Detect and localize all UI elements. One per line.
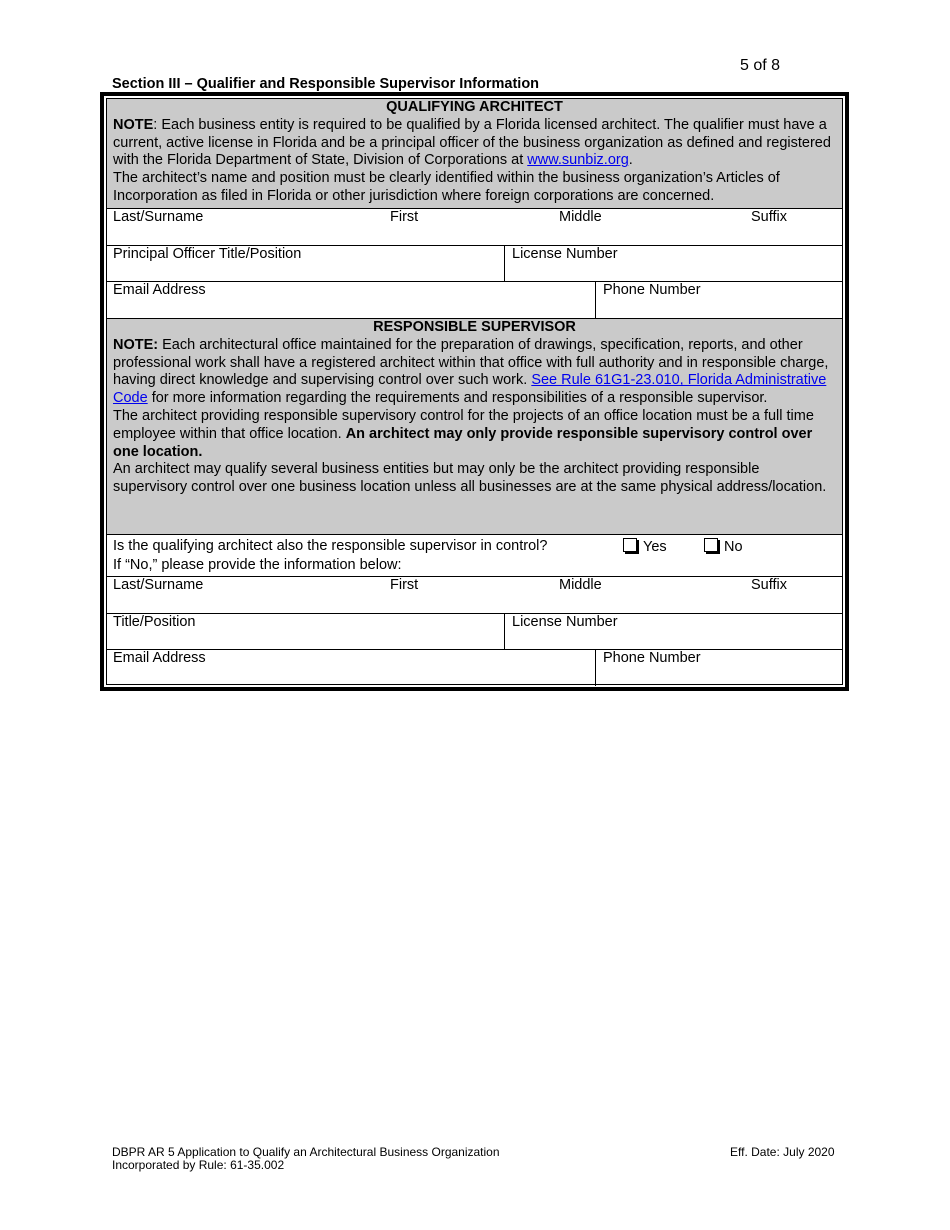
rule-link[interactable]: See Rule 61G1-23.010, Florida Administrative Code (113, 372, 827, 407)
middle-name-label: Middle (559, 209, 602, 225)
supervisor-question-row (107, 535, 842, 577)
note-text: : Each business entity is required to be qualified by a Florida licensed architect. The qualifier must have a current, active license in Florida and be a principal officer of the business organization as defined and registered with the Florida Department of State, Division of Corporations at (113, 116, 831, 169)
supervisor-question: Is the qualifying architect also the responsible supervisor in control? (113, 538, 548, 554)
footer-rule: Incorporated by Rule: 61-35.002 (112, 1158, 285, 1172)
responsible-supervisor-heading: RESPONSIBLE SUPERVISOR (373, 319, 576, 335)
supervisor-title-row (107, 614, 842, 650)
qualifier-contact-row (107, 282, 842, 319)
footer-form-info (112, 1146, 500, 1172)
page-number: 5 of 8 (740, 57, 781, 74)
first-name-label: First (390, 577, 419, 593)
sunbiz-link[interactable]: www.sunbiz.org (527, 152, 629, 169)
note-label: NOTE (113, 116, 154, 133)
suffix-label: Suffix (751, 577, 788, 593)
qualifier-title-row (107, 246, 842, 282)
responsible-supervisor-note (107, 319, 842, 535)
divider (504, 246, 505, 281)
email-address-label: Email Address (113, 650, 206, 666)
if-no-instruction: If “No,” please provide the information below: (113, 557, 402, 573)
qualifying-architect-note (107, 99, 842, 209)
phone-number-label: Phone Number (603, 650, 701, 666)
divider (595, 650, 596, 686)
no-option[interactable] (704, 538, 743, 556)
middle-name-label: Middle (559, 577, 602, 593)
note-text-3: An architect may qualify several business entities but may only be the architect providing responsible supervisory control over one business location unless all businesses are at the same physical address/location. (113, 461, 827, 496)
footer-eff-date: Eff. Date: July 2020 (730, 1145, 835, 1159)
license-number-label: License Number (512, 246, 618, 262)
license-number-label: License Number (512, 614, 618, 630)
supervisor-contact-row (107, 650, 842, 686)
first-name-label: First (390, 209, 419, 225)
divider (504, 614, 505, 649)
phone-number-label: Phone Number (603, 282, 701, 298)
yes-label: Yes (643, 539, 667, 555)
note-text: Each architectural office maintained for the preparation of drawings, specification, reports, and other professional work shall have a registered architect within that office with full authority and in responsible charge, having direct knowledge and supervising control over such work. (113, 336, 829, 389)
note-text-2: The architect’s name and position must be clearly identified within the business organization’s Articles of Incorporation as filed in Florida or other jurisdiction where foreign corporations are concerned. (113, 170, 780, 204)
title-position-label: Title/Position (113, 614, 196, 630)
supervisor-name-row[interactable] (107, 577, 842, 614)
note-text-end: for more information regarding the requirements and responsibilities of a responsible supervisor. (147, 390, 768, 407)
last-name-label: Last/Surname (113, 577, 204, 593)
qualifier-name-row[interactable] (107, 209, 842, 246)
email-address-label: Email Address (113, 282, 206, 298)
divider (595, 282, 596, 318)
last-name-label: Last/Surname (113, 209, 204, 225)
note-text-2-bold: An architect may only provide responsible supervisory control over one location. (113, 425, 813, 460)
note-text-end: . (628, 152, 633, 169)
note-text-2: The architect providing responsible supervisory control for the projects of an office location must be a full time employee within that office location. (113, 407, 814, 442)
title-position-label: Principal Officer Title/Position (113, 246, 302, 262)
yes-option[interactable] (623, 538, 667, 556)
yes-checkbox[interactable] (623, 538, 637, 552)
qualifying-architect-heading: QUALIFYING ARCHITECT (386, 99, 563, 115)
footer-form-name: DBPR AR 5 Application to Qualify an Architectural Business Organization (112, 1145, 500, 1159)
no-checkbox[interactable] (704, 538, 718, 552)
section-title: Section III – Qualifier and Responsible Supervisor Information (112, 76, 540, 92)
note-label: NOTE: (113, 336, 159, 353)
no-label: No (724, 539, 743, 555)
qualifier-form (100, 92, 849, 691)
suffix-label: Suffix (751, 209, 788, 225)
